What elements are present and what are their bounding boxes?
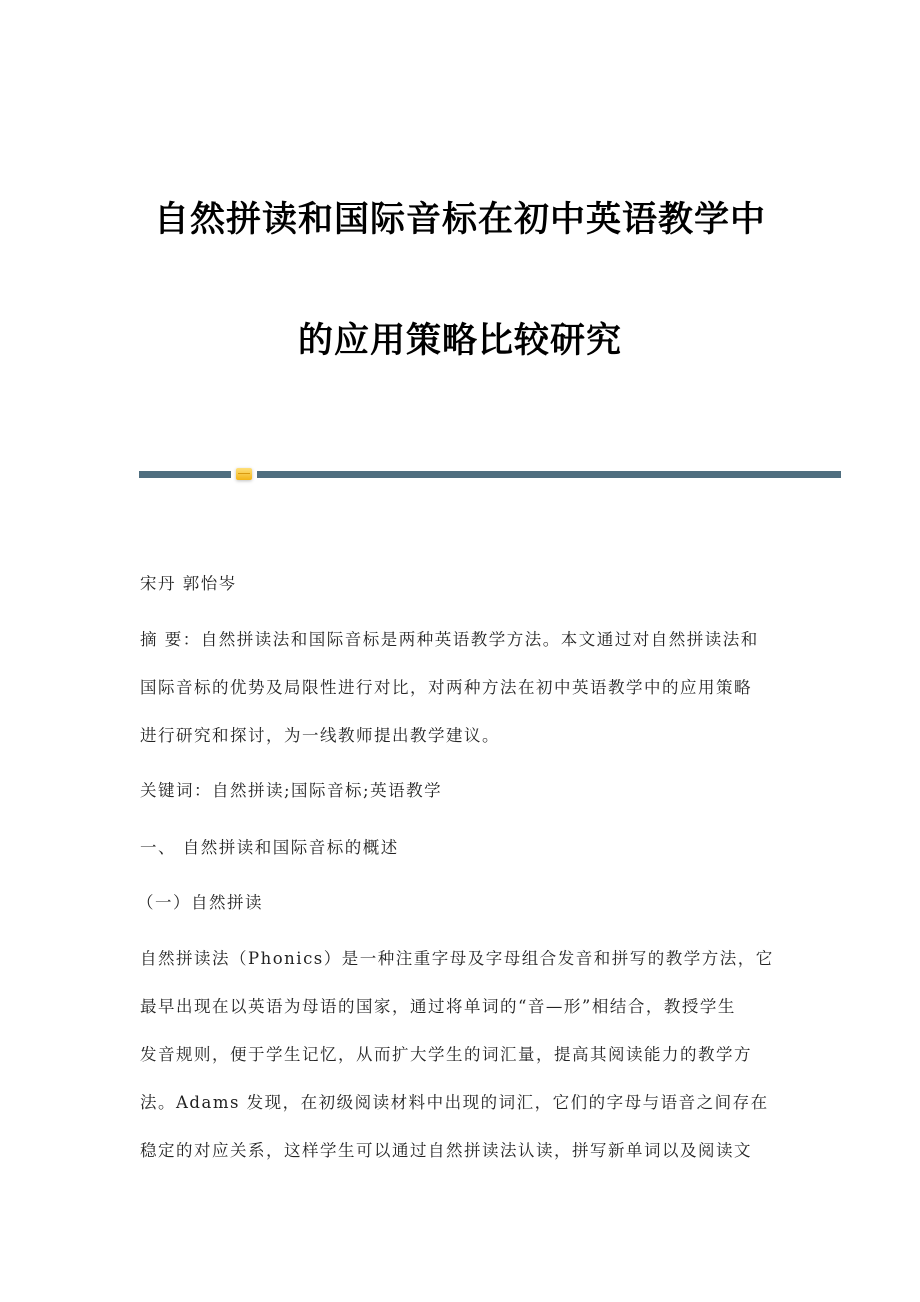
subsection-heading: （一）自然拼读 [137,893,263,912]
ornament-icon [236,468,252,480]
authors: 宋丹 郭怡岑 [140,574,237,593]
document-title-line-1: 自然拼读和国际音标在初中英语教学中 [153,200,766,240]
body-line: 自然拼读法（Phonics）是一种注重字母及字母组合发音和拼写的教学方法，它 [140,949,774,968]
body-line: 发音规则，便于学生记忆，从而扩大学生的词汇量，提高其阅读能力的教学方 [140,1045,752,1064]
keywords: 关键词：自然拼读;国际音标;英语教学 [140,781,443,800]
abstract-line: 进行研究和探讨，为一线教师提出教学建议。 [140,726,500,745]
body-line: 稳定的对应关系，这样学生可以通过自然拼读法认读，拼写新单词以及阅读文 [140,1141,752,1160]
document-title-line-2: 的应用策略比较研究 [297,321,622,361]
section-heading: 一、 自然拼读和国际音标的概述 [140,838,399,857]
body-line: 法。Adams 发现，在初级阅读材料中出现的词汇，它们的字母与语音之间存在 [140,1093,769,1112]
title-divider-right [257,471,841,478]
abstract-line: 摘 要：自然拼读法和国际音标是两种英语教学方法。本文通过对自然拼读法和 [140,630,759,649]
body-line: 最早出现在以英语为母语的国家，通过将单词的“音—形”相结合，教授学生 [140,997,736,1016]
title-divider-left [139,471,231,478]
abstract-line: 国际音标的优势及局限性进行对比，对两种方法在初中英语教学中的应用策略 [140,678,752,697]
